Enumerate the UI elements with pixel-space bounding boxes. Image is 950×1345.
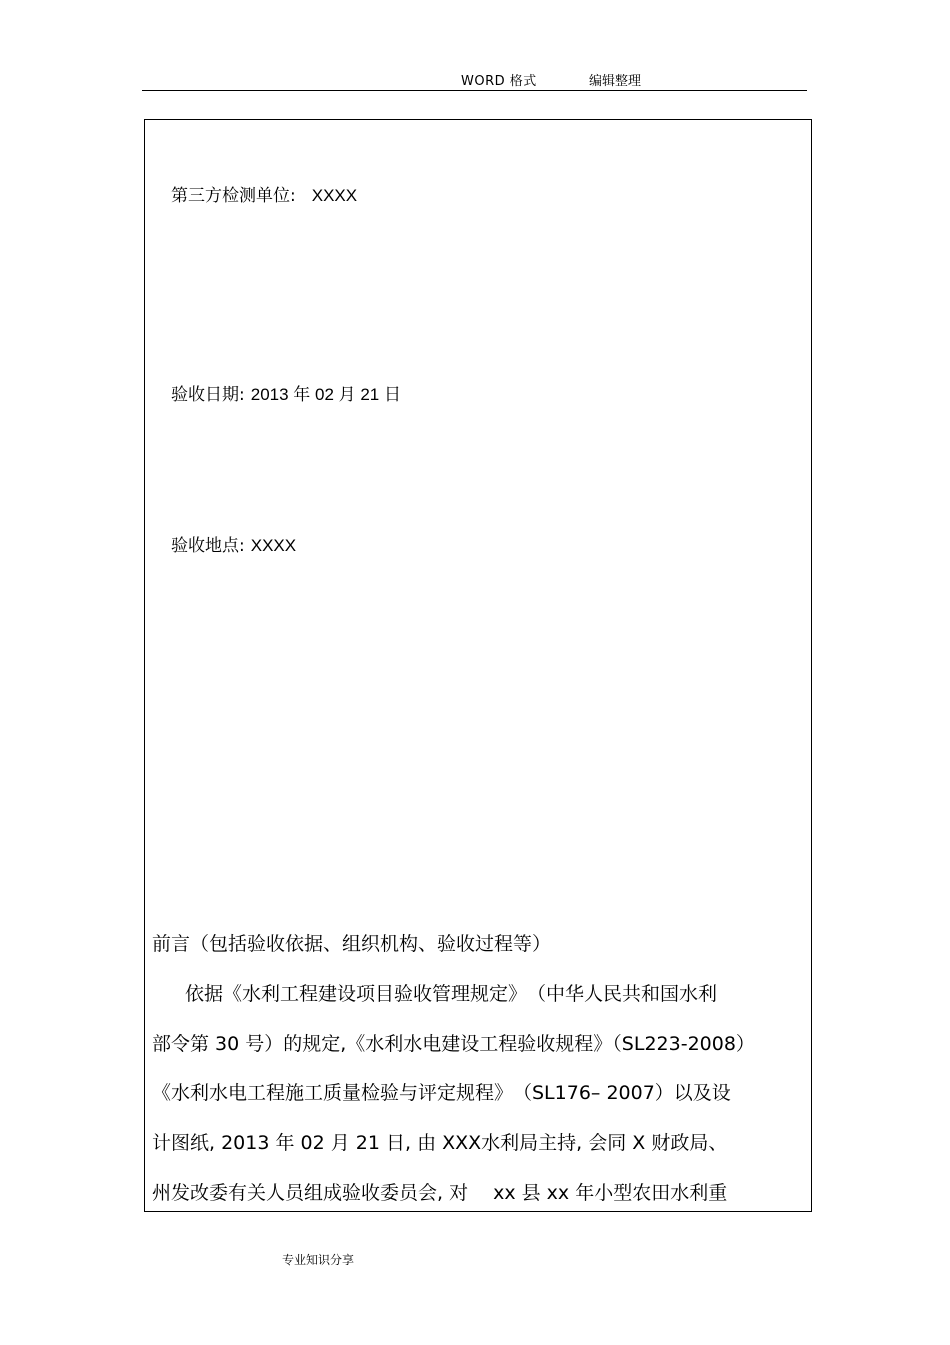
preface-line: 部令第 30 号）的规定,《水利水电建设工程验收规程》（SL223-2008） (152, 1033, 755, 1055)
preface-line: 州发改委有关人员组成验收委员会, 对 xx 县 xx 年小型农田水利重 (152, 1182, 728, 1204)
header-divider (142, 90, 807, 91)
acceptance-date-value: 2013 年 02 月 21 日 (250, 385, 401, 404)
preface-line: 依据《水利工程建设项目验收管理规定》 （中华人民共和国水利 (185, 983, 718, 1005)
preface-line: 计图纸, 2013 年 02 月 21 日, 由 XXX水利局主持, 会同 X 财政局、 (152, 1132, 728, 1154)
third-party-label: 第三方检测单位: (171, 186, 296, 206)
acceptance-location-label: 验收地点: (171, 536, 245, 556)
header-edit-label: 编辑整理 (589, 74, 642, 89)
third-party-field (171, 181, 357, 206)
preface-title: 前言（包括验收依据、组织机构、验收过程等） (152, 933, 552, 955)
acceptance-date-field (171, 380, 401, 405)
third-party-value: XXXX (311, 186, 358, 205)
header-format-label: WORD 格式 (461, 74, 537, 89)
preface-line: 《水利水电工程施工质量检验与评定规程》 （SL176– 2007）以及设 (152, 1082, 731, 1104)
footer-text: 专业知识分享 (282, 1253, 355, 1267)
acceptance-date-label: 验收日期: (171, 385, 245, 405)
acceptance-location-value: XXXX (250, 536, 297, 555)
acceptance-location-field (171, 531, 296, 556)
